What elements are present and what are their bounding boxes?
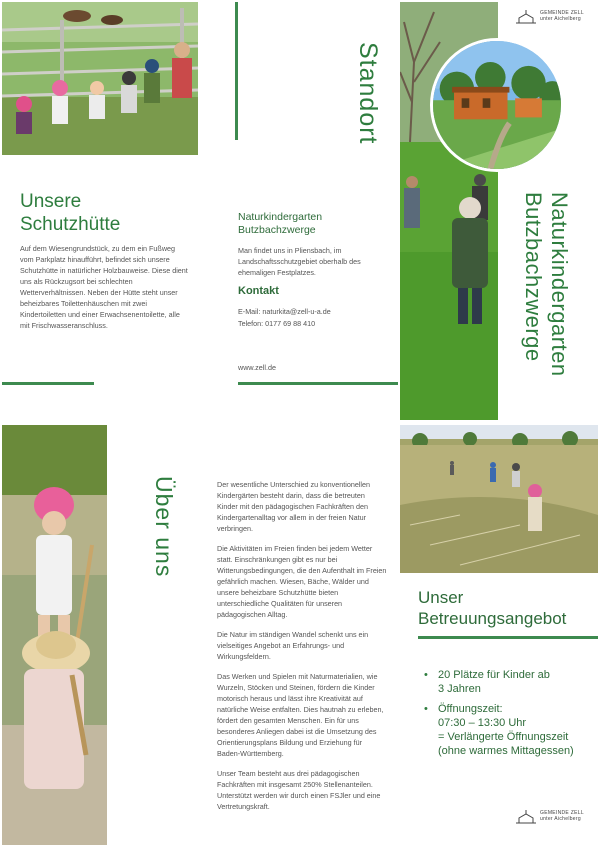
cover-title-line2: Butzbachzwerge — [521, 192, 546, 362]
standort-location-text: Man findet uns in Pliensbach, im Landschaftsschutzgebiet oberhalb des ehemaligen Festplatzes. — [238, 246, 361, 277]
contact-phone[interactable]: Telefon: 0177 69 88 410 — [238, 319, 316, 328]
schutzhuette-body: Auf dem Wiesengrundstück, zu dem ein Fußweg vom Parkplatz hinaufführt, befindet sich unsere Schutzhütte in natürlicher Holzbauweise. Diese dient uns als Rückzugsort bei schlechten Wetterverhältnissen. Neben der Hütte steht unser beheizbares Toilettenhäuschen mit zwei Kindertoiletten und einer Erwachsenentoilette, alle mit Frischwasseranschluss. — [20, 244, 188, 330]
bullet1-line1: • 20 Plätze für Kinder ab — [438, 669, 550, 681]
divider-betreuung — [418, 636, 598, 639]
standort-vertical-title: Standort — [354, 42, 382, 145]
list-item — [420, 668, 596, 696]
bullet1-line2: 3 Jahren — [438, 683, 481, 695]
photo-children-at-fence — [2, 2, 198, 155]
cover-title-line1: Naturkindergarten — [547, 192, 572, 377]
schutzhuette-title-line1: Unsere — [20, 191, 82, 212]
bullet2-line2: 07:30 – 13:30 Uhr — [438, 717, 527, 729]
standort-kiga-name — [238, 211, 322, 237]
website-link[interactable]: www.zell.de — [238, 363, 276, 372]
photo-schutzhuette-round — [430, 38, 564, 172]
divider-schutzhuette — [2, 382, 94, 385]
standort-name-line1: Naturkindergarten — [238, 211, 323, 223]
cover-title — [520, 192, 572, 377]
betreuung-title-line1: Unser — [418, 588, 464, 607]
ueber-uns-vertical-title: Über uns — [151, 476, 177, 578]
ueber-uns-paragraph: Der wesentliche Unterschied zu konventionellen Kindergärten besteht darin, dass die betreuten Kinder mit den pädagogischen Fachkräften den Kindergartenalltag vor allem in der freien Natur verbringen. — [217, 480, 371, 533]
bullet2-line1: • Öffnungszeit: — [438, 703, 503, 715]
ueber-uns-text — [217, 479, 387, 821]
schutzhuette-title — [20, 190, 120, 236]
ueber-uns-paragraph: Das Werken und Spielen mit Naturmaterialien, wie Wurzeln, Stöcken und Steinen, fördern die Kinder motorisch heraus und lässt ihre Kreativität auf natürliche Weise entfalten. Dies hautnah zu erleben, fördert den gesamten Menschen. Ein für uns besonderes Anliegen dabei ist die Umsetzung des Orientierungsplans Bildung und Erziehung für Baden-Württemberg. — [217, 672, 384, 758]
ueber-uns-paragraph: Die Aktivitäten im Freien finden bei jedem Wetter statt. Einschränkungen gibt es nur bei Witterungsbedingungen, die den Aufenthalt im Freien gefährlich machen. Wiesen, Bäche, Wälder und unsere beheizbare Schutzhütte bieten unterschiedliche Qualitäten für unseren pädagogischen Alltag. — [217, 544, 387, 619]
gemeinde-zell-logo-top — [515, 10, 584, 24]
church-logo-icon — [515, 10, 537, 24]
church-logo-icon — [515, 810, 537, 824]
photo-children-with-sticks — [2, 425, 107, 845]
photo-children-hay-meadow — [400, 425, 598, 573]
contact-email[interactable]: E-Mail: naturkita@zell-u-a.de — [238, 307, 331, 316]
standort-name-line2: Butzbachzwerge — [238, 224, 316, 236]
betreuung-title-line2: Betreuungsangebot — [418, 609, 567, 628]
bullet2-line4: (ohne warmes Mittagessen) — [438, 745, 574, 757]
vertical-rule-standort — [235, 2, 238, 140]
ueber-uns-paragraph: Die Natur im ständigen Wandel schenkt uns ein vielseitiges Angebot an Erfahrungs- und Wirkungsfeldern. — [217, 630, 369, 661]
betreuung-title — [418, 587, 566, 629]
list-item — [420, 702, 596, 758]
betreuung-list — [420, 668, 596, 764]
ueber-uns-paragraph: Unser Team besteht aus drei pädagogischen Fachkräften mit insgesamt 250% Stellenanteilen. Unterstützt werden wir durch einen FSJler und eine Vertretungskraft. — [217, 769, 381, 811]
logo-bottom-line2: unter Aichelberg — [540, 816, 581, 822]
bullet2-line3: = Verlängerte Öffnungszeit — [438, 731, 569, 743]
logo-top-line2: unter Aichelberg — [540, 16, 581, 22]
logo-top-line1: GEMEINDE ZELL — [540, 10, 584, 16]
logo-bottom-line1: GEMEINDE ZELL — [540, 810, 584, 816]
schutzhuette-title-line2: Schutzhütte — [20, 214, 121, 235]
gemeinde-zell-logo-bottom — [515, 810, 584, 824]
contact-heading: Kontakt — [238, 285, 279, 297]
divider-standort — [238, 382, 398, 385]
